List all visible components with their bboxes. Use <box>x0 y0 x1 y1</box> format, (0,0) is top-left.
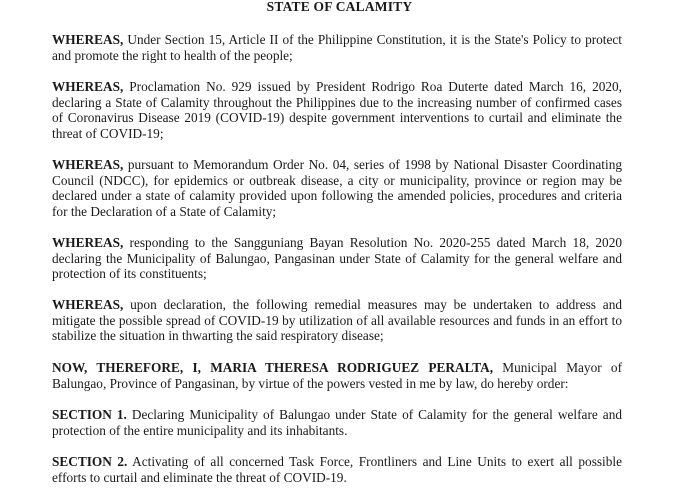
paragraph-text: upon declaration, the following remedial measures may be undertaken to address and mitigate the possible spread of COVID-19 by utilization of all available resources and funds in an effort to stabilize the situation in thwarting the said respiratory disease; <box>52 297 622 344</box>
whereas-paragraph-2 <box>52 79 622 141</box>
now-therefore-paragraph <box>52 360 622 391</box>
paragraph-text: Declaring Municipality of Balungao under State of Calamity for the general welfare and protection of the entire municipality and its inhabitants. <box>52 407 622 438</box>
whereas-paragraph-5 <box>52 297 622 344</box>
whereas-paragraph-3 <box>52 157 622 219</box>
whereas-paragraph-4 <box>52 235 622 282</box>
paragraph-text: Under Section 15, Article II of the Philippine Constitution, it is the State's Policy to protect and promote the right to health of the people; <box>52 32 622 63</box>
paragraph-lead: WHEREAS, <box>52 157 124 172</box>
whereas-paragraph-1 <box>52 32 622 63</box>
paragraph-text: Proclamation No. 929 issued by President Rodrigo Roa Duterte dated March 16, 2020, declaring a State of Calamity throughout the Philippines due to the increasing number of confirmed cases of Coronavirus Disease 2019 (COVID-19) despite government interventions to curtail and eliminate the threat of COVID-19; <box>52 79 622 141</box>
paragraph-text: Activating of all concerned Task Force, Frontliners and Line Units to exert all possible efforts to curtail and eliminate the threat of COVID-19. <box>52 454 622 485</box>
section-1-paragraph <box>52 407 622 438</box>
paragraph-text: pursuant to Memorandum Order No. 04, series of 1998 by National Disaster Coordinating Council (NDCC), for epidemics or outbreak disease, a city or municipality, province or region may be declared under a state of calamity provided upon following the amended policies, procedures and criteria for the Declaration of a State of Calamity; <box>52 157 622 219</box>
paragraph-lead: SECTION 2. <box>52 454 128 469</box>
paragraph-lead: WHEREAS, <box>52 79 124 94</box>
paragraph-lead: NOW, THEREFORE, I, MARIA THERESA RODRIGUEZ PERALTA, <box>52 360 494 375</box>
paragraph-lead: WHEREAS, <box>52 32 124 47</box>
paragraph-text: Municipal Mayor of Balungao, Province of Pangasinan, by virtue of the powers vested in me by law, do hereby order: <box>52 360 622 391</box>
paragraph-lead: WHEREAS, <box>52 297 124 312</box>
paragraph-text: responding to the Sangguniang Bayan Resolution No. 2020-255 dated March 18, 2020 declaring the Municipality of Balungao, Pangasinan under State of Calamity for the general welfare and protection of its constituents; <box>52 235 622 282</box>
section-2-paragraph <box>52 454 622 485</box>
paragraph-lead: WHEREAS, <box>52 235 124 250</box>
document-title: STATE OF CALAMITY <box>266 0 413 14</box>
paragraph-lead: SECTION 1. <box>52 407 127 422</box>
